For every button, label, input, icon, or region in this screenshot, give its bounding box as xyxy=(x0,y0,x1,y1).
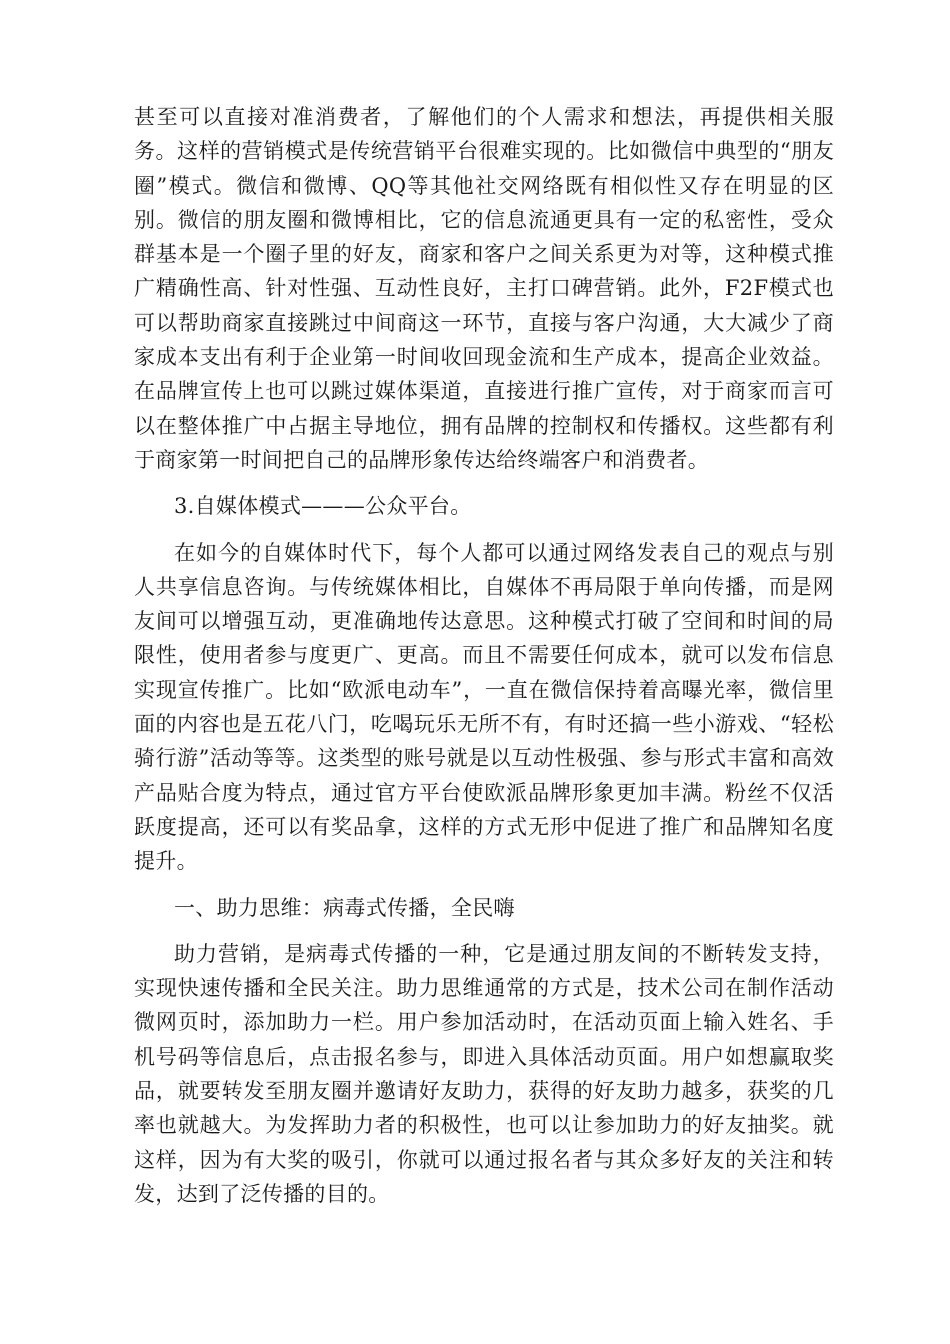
paragraph-boost-marketing: 助力营销，是病毒式传播的一种，它是通过朋友间的不断转发支持，实现快速传播和全民关注。助力思维通常的方式是，技术公司在制作活动微网页时，添加助力一栏。用户参加活动时，在活动页面上输入姓名、手机号码等信息后，点击报名参与，即进入具体活动页面。用户如想赢取奖品，就要转发至朋友圈并邀请好友助力，获得的好友助力越多，获奖的几率也就越大。为发挥助力者的积极性，也可以让参加助力的好友抽奖。就这样，因为有大奖的吸引，你就可以通过报名者与其众多好友的关注和转发，达到了泛传播的目的。 xyxy=(134,941,834,1206)
document-page xyxy=(134,96,834,1223)
paragraph-continuation: 甚至可以直接对准消费者，了解他们的个人需求和想法，再提供相关服务。这样的营销模式是传统营销平台很难实现的。比如微信中典型的“朋友圈”模式。微信和微博、QQ等其他社交网络既有相似性又存在明显的区别。微信的朋友圈和微博相比，它的信息流通更具有一定的私密性，受众群基本是一个圈子里的好友，商家和客户之间关系更为对等，这种模式推广精确性高、针对性强、互动性良好，主打口碑营销。此外，F2F模式也可以帮助商家直接跳过中间商这一环节，直接与客户沟通，大大减少了商家成本支出有利于企业第一时间收回现金流和生产成本，提高企业效益。在品牌宣传上也可以跳过媒体渠道，直接进行推广宣传，对于商家而言可以在整体推广中占据主导地位，拥有品牌的控制权和传播权。这些都有利于商家第一时间把自己的品牌形象传达给终端客户和消费者。 xyxy=(134,105,834,472)
paragraph-self-media: 在如今的自媒体时代下，每个人都可以通过网络发表自己的观点与别人共享信息咨询。与传统媒体相比，自媒体不再局限于单向传播，而是网友间可以增强互动，更准确地传达意思。这种模式打破了空间和时间的局限性，使用者参与度更广、更高。而且不需要任何成本，就可以发布信息实现宣传推广。比如“欧派电动车”，一直在微信保持着高曝光率，微信里面的内容也是五花八门，吃喝玩乐无所不有，有时还搞一些小游戏、“轻松骑行游”活动等等。这类型的账号就是以互动性极强、参与形式丰富和高效产品贴合度为特点，通过官方平台使欧派品牌形象更加丰满。粉丝不仅活跃度提高，还可以有奖品拿，这样的方式无形中促进了推广和品牌知名度提升。 xyxy=(134,540,834,874)
section-heading-self-media: 3.自媒体模式———公众平台。 xyxy=(174,494,472,519)
section-heading-boost-thinking: 一、助力思维：病毒式传播，全民嗨 xyxy=(174,895,515,920)
